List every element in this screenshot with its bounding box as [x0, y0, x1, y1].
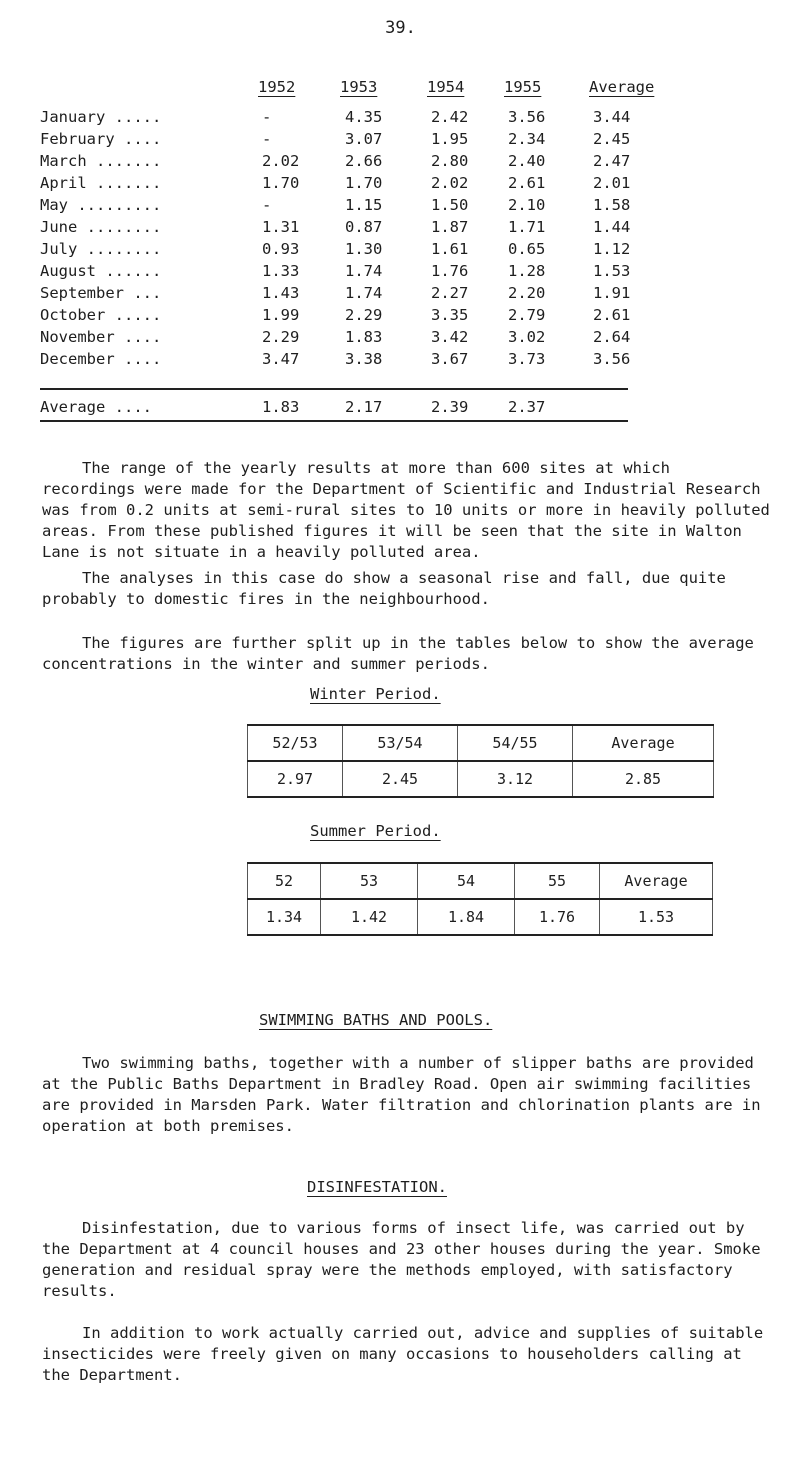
table-row: [40, 218, 760, 238]
table-cell: 2.80: [431, 152, 469, 170]
table-cell: 3.47: [262, 350, 300, 368]
table-row: [40, 108, 760, 128]
table-cell: 2.29: [262, 328, 300, 346]
table-rule: [40, 420, 628, 422]
table-cell: 2.45: [593, 130, 631, 148]
summer-header: 52: [248, 863, 321, 899]
table-cell: 1.12: [593, 240, 631, 258]
table-cell: 1.44: [593, 218, 631, 236]
table-cell: 2.42: [431, 108, 469, 126]
table-cell: 2.02: [431, 174, 469, 192]
swimming-paragraph: Two swimming baths, together with a number of slipper baths are provided at the Public Baths Department in Bradley Road. Open air swimming facilities are provided in Marsden Park. Water filtration and chlorination plants are in operation at both premises.: [42, 1054, 761, 1135]
swimming-heading: SWIMMING BATHS AND POOLS.: [259, 1011, 493, 1029]
table-cell: 2.27: [431, 284, 469, 302]
table-cell: 1.61: [431, 240, 469, 258]
month-label: March .......: [40, 152, 162, 170]
month-label: January .....: [40, 108, 162, 126]
insecticide-paragraph: In addition to work actually carried out, advice and supplies of suitable insecticides were freely given on many occasions to householders calling at the Department.: [42, 1324, 764, 1384]
table-cell: 1.91: [593, 284, 631, 302]
table-row: [40, 350, 760, 370]
month-label: July ........: [40, 240, 162, 258]
table-cell: 2.34: [508, 130, 546, 148]
summer-value: 1.53: [600, 899, 713, 935]
table-cell: 3.56: [593, 350, 631, 368]
table-row: [40, 328, 760, 348]
table-cell: 1.43: [262, 284, 300, 302]
header-1955: 1955: [504, 78, 542, 96]
table-cell: 2.61: [593, 306, 631, 324]
summer-table: [247, 862, 713, 936]
table-cell: 1.53: [593, 262, 631, 280]
table-cell: 2.01: [593, 174, 631, 192]
table-cell: 1.50: [431, 196, 469, 214]
month-label: November ....: [40, 328, 162, 346]
table-cell: 3.02: [508, 328, 546, 346]
summer-header: 54: [418, 863, 515, 899]
winter-value: 3.12: [458, 761, 573, 797]
average-value: 2.39: [431, 398, 469, 416]
table-cell: 2.79: [508, 306, 546, 324]
table-cell: 1.70: [345, 174, 383, 192]
month-label: June ........: [40, 218, 162, 236]
winter-value: 2.45: [343, 761, 458, 797]
table-cell: 2.29: [345, 306, 383, 324]
disinfestation-heading: DISINFESTATION.: [307, 1178, 447, 1196]
table-cell: 1.58: [593, 196, 631, 214]
table-cell: 2.61: [508, 174, 546, 192]
table-cell: 4.35: [345, 108, 383, 126]
table-cell: 1.33: [262, 262, 300, 280]
paragraph-seasonal: The analyses in this case do show a seasonal rise and fall, due quite probably to domestic fires in the neighbourhood.: [42, 569, 726, 608]
table-cell: 3.44: [593, 108, 631, 126]
table-row: [40, 262, 760, 282]
month-label: December ....: [40, 350, 162, 368]
table-cell: 2.20: [508, 284, 546, 302]
table-row: [40, 306, 760, 326]
month-label: April .......: [40, 174, 162, 192]
table-cell: 3.38: [345, 350, 383, 368]
summer-value: 1.42: [321, 899, 418, 935]
table-cell: 1.95: [431, 130, 469, 148]
winter-header: 53/54: [343, 725, 458, 761]
summer-value: 1.76: [515, 899, 600, 935]
month-label: October .....: [40, 306, 162, 324]
table-cell: 1.74: [345, 262, 383, 280]
table-cell: 2.02: [262, 152, 300, 170]
table-row: [40, 196, 760, 216]
table-cell: 3.35: [431, 306, 469, 324]
table-cell: 0.93: [262, 240, 300, 258]
month-label: September ...: [40, 284, 162, 302]
table-cell: 1.30: [345, 240, 383, 258]
table-cell: 2.10: [508, 196, 546, 214]
table-row: [40, 284, 760, 304]
winter-title: Winter Period.: [310, 685, 441, 703]
table-cell: 1.87: [431, 218, 469, 236]
table-cell: 1.31: [262, 218, 300, 236]
table-cell: 1.76: [431, 262, 469, 280]
average-row: [40, 398, 760, 418]
table-cell: 1.28: [508, 262, 546, 280]
table-cell: 1.74: [345, 284, 383, 302]
table-cell: 2.47: [593, 152, 631, 170]
paragraph-split: The figures are further split up in the tables below to show the average concentrations in the winter and summer periods.: [42, 634, 754, 673]
table-cell: 1.71: [508, 218, 546, 236]
table-cell: 3.67: [431, 350, 469, 368]
month-label: May .........: [40, 196, 162, 214]
paragraph-range: The range of the yearly results at more than 600 sites at which recordings were made for the Department of Scientific and Industrial Research was from 0.2 units at semi-rural sites to 10 units or more in heavily polluted areas. From these published figures it will be seen that the site in Walton Lane is not situate in a heavily polluted area.: [42, 459, 770, 561]
table-cell: -: [262, 108, 272, 126]
table-row: [40, 152, 760, 172]
table-cell: -: [262, 130, 272, 148]
disinfestation-paragraph: Disinfestation, due to various forms of insect life, was carried out by the Department at 4 council houses and 23 other houses during the year. Smoke generation and residual spray were the methods employed, with satisfactory results.: [42, 1219, 761, 1300]
average-value: 1.83: [262, 398, 300, 416]
table-cell: 0.87: [345, 218, 383, 236]
table-cell: 1.15: [345, 196, 383, 214]
table-cell: 2.40: [508, 152, 546, 170]
average-value: 2.37: [508, 398, 546, 416]
table-cell: -: [262, 196, 272, 214]
average-label: Average ....: [40, 398, 152, 416]
table-cell: 3.42: [431, 328, 469, 346]
winter-value: 2.97: [248, 761, 343, 797]
table-rule: [40, 388, 628, 390]
summer-header: Average: [600, 863, 713, 899]
winter-value: 2.85: [573, 761, 714, 797]
summer-header: 53: [321, 863, 418, 899]
table-cell: 1.70: [262, 174, 300, 192]
table-cell: 1.83: [345, 328, 383, 346]
header-1952: 1952: [258, 78, 296, 96]
table-row: [40, 240, 760, 260]
header-average: Average: [589, 78, 655, 96]
table-row: [40, 174, 760, 194]
summer-value: 1.84: [418, 899, 515, 935]
table-cell: 2.64: [593, 328, 631, 346]
table-cell: 3.56: [508, 108, 546, 126]
summer-header: 55: [515, 863, 600, 899]
table-cell: 3.73: [508, 350, 546, 368]
table-row: [40, 130, 760, 150]
header-1954: 1954: [427, 78, 465, 96]
table-cell: 1.99: [262, 306, 300, 324]
winter-header: 52/53: [248, 725, 343, 761]
table-cell: 2.66: [345, 152, 383, 170]
month-label: February ....: [40, 130, 162, 148]
average-value: 2.17: [345, 398, 383, 416]
month-label: August ......: [40, 262, 162, 280]
header-1953: 1953: [340, 78, 378, 96]
table-cell: 3.07: [345, 130, 383, 148]
table-cell: 0.65: [508, 240, 546, 258]
summer-value: 1.34: [248, 899, 321, 935]
winter-header: Average: [573, 725, 714, 761]
winter-table: [247, 724, 714, 798]
winter-header: 54/55: [458, 725, 573, 761]
page-number: 39.: [385, 18, 416, 38]
summer-title: Summer Period.: [310, 822, 441, 840]
